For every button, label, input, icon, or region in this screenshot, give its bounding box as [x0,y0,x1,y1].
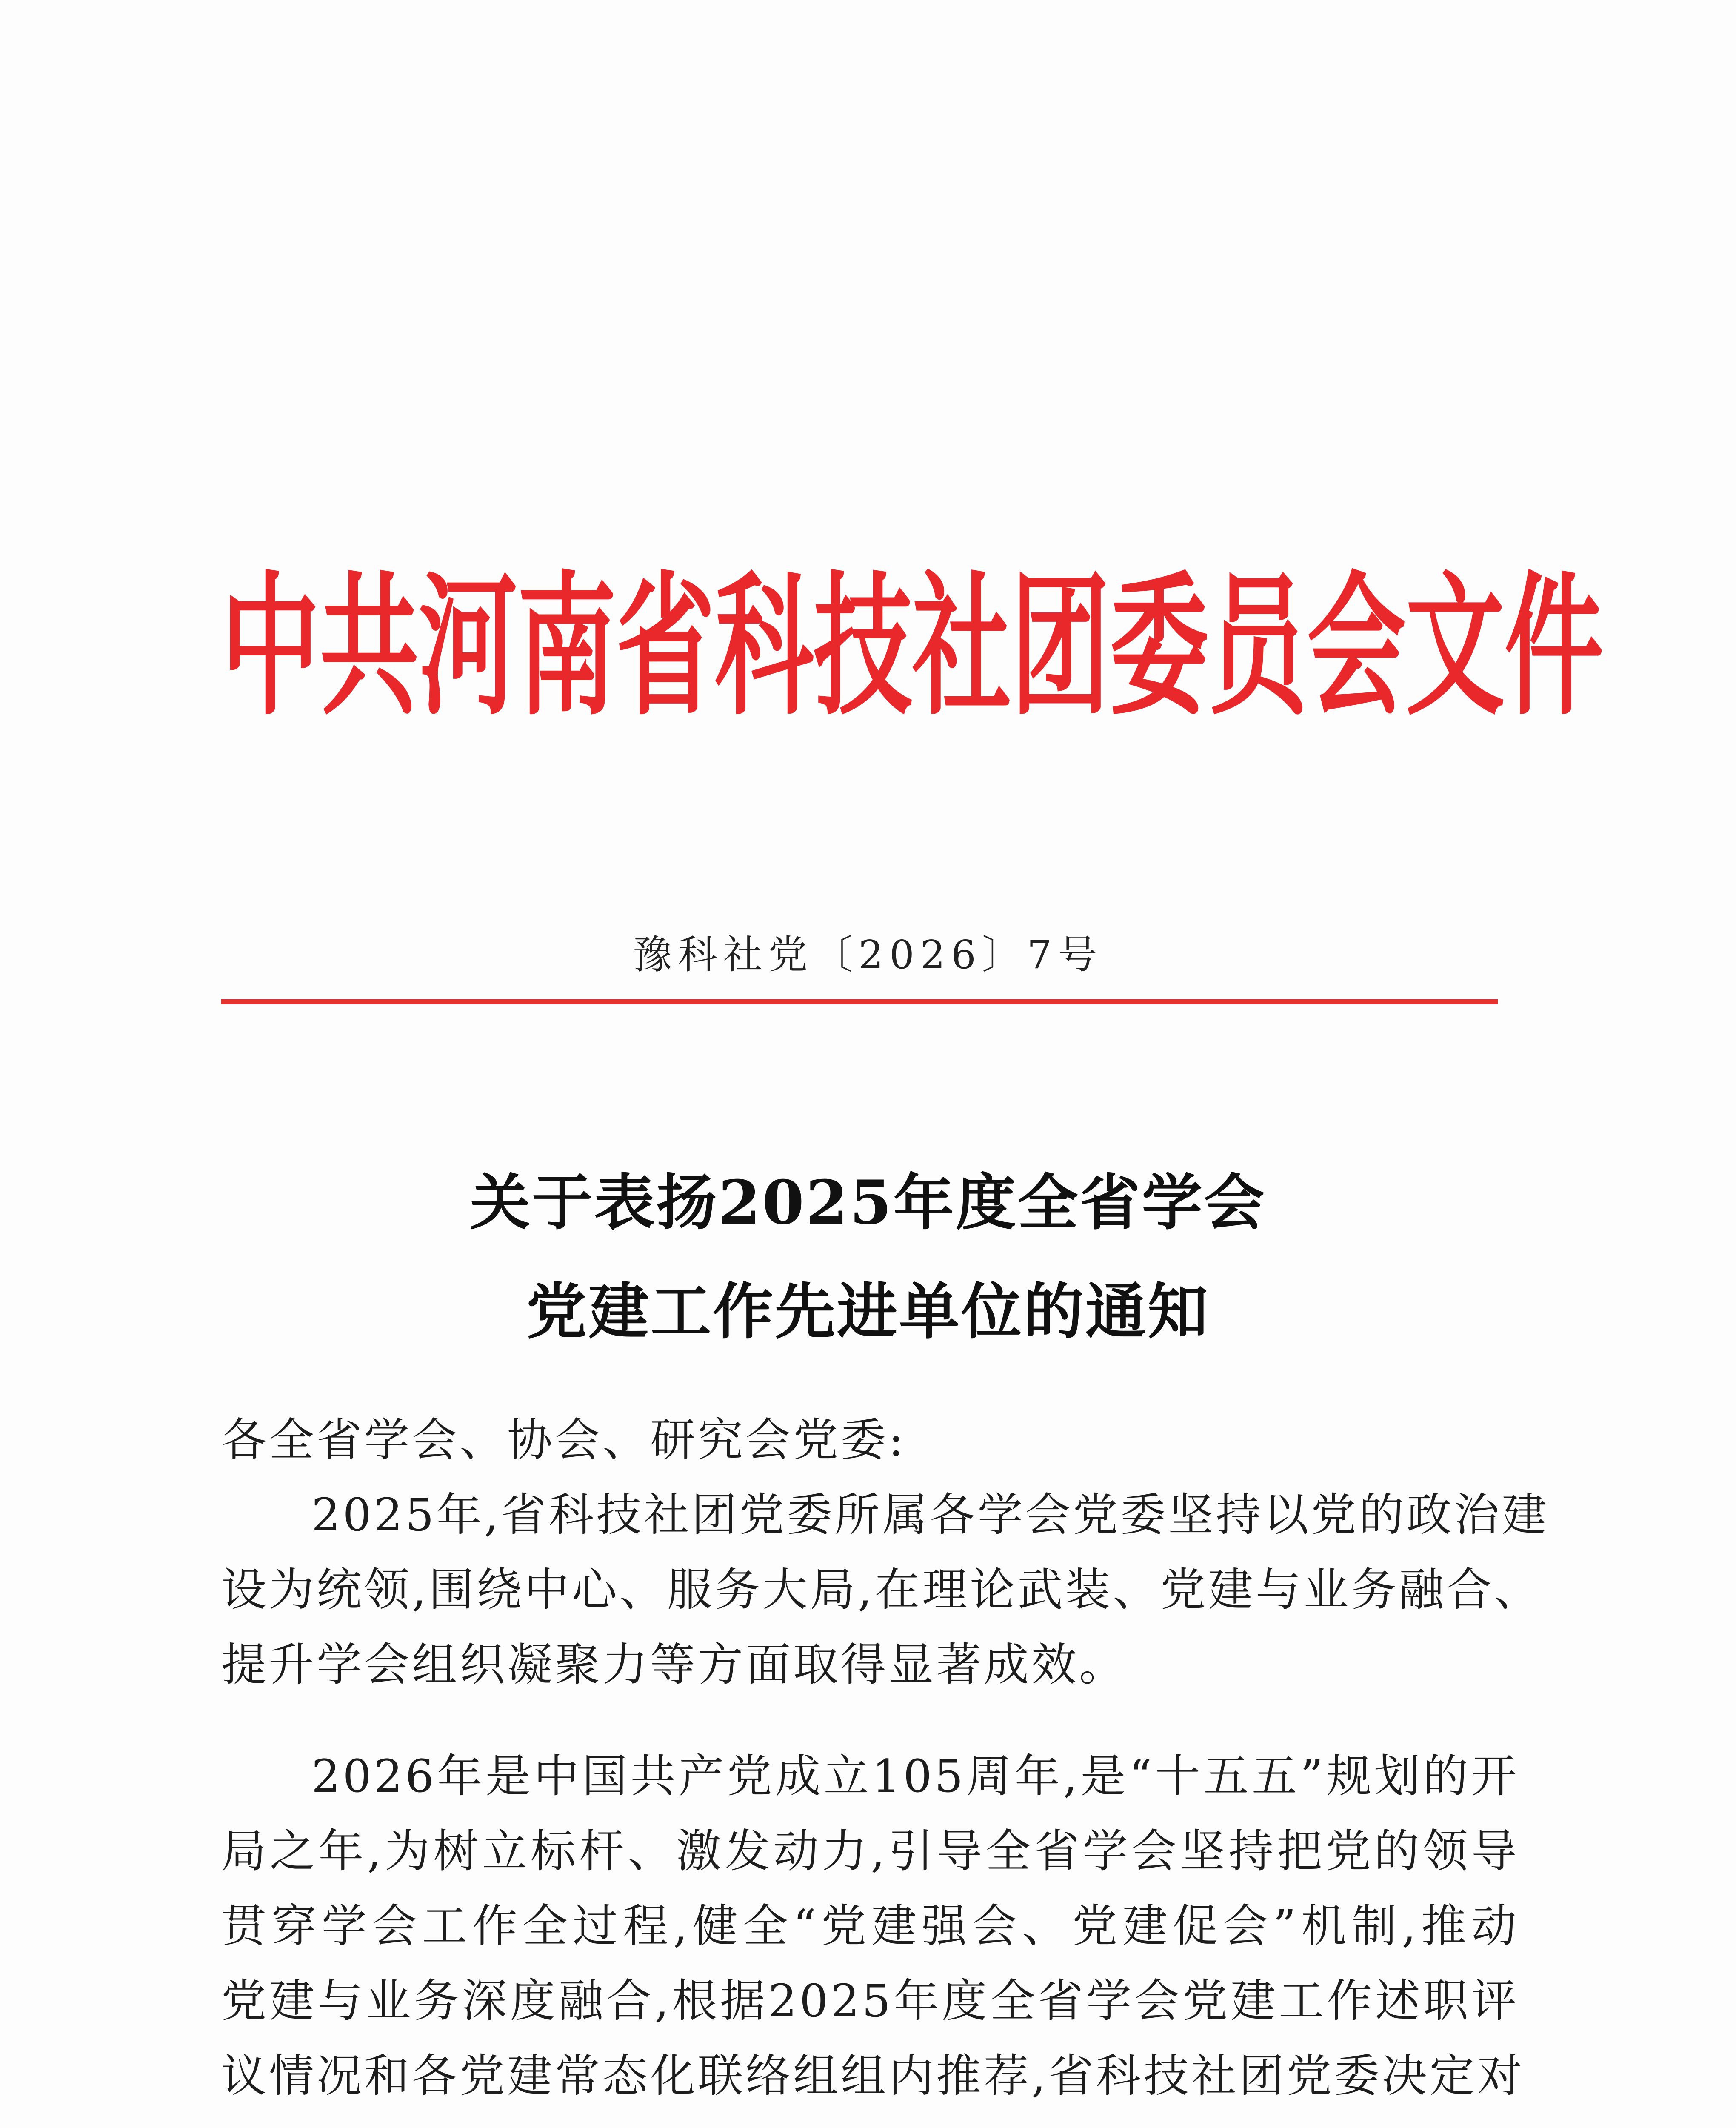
paragraph-1-line-1: 2025年,省科技社团党委所属各学会党委坚持以党的政治建 [311,1489,1550,1541]
paragraph-2-line-5: 议情况和各党建常态化联络组组内推荐,省科技社团党委决定对 [221,2050,1525,2102]
document-masthead: 中共河南省科技社团委员会文件 [221,558,1604,736]
paragraph-2-line-2: 局之年,为树立标杆、激发动力,引导全省学会坚持把党的领导 [221,1825,1519,1877]
document-title-line-1: 关于表扬2025年度全省学会 [470,1167,1266,1238]
paragraph-2-line-1: 2026年是中国共产党成立105周年,是“十五五”规划的开 [311,1750,1519,1802]
salutation: 各全省学会、协会、研究会党委: [221,1414,906,1466]
paragraph-2-line-3: 贯穿学会工作全过程,健全“党建强会、党建促会”机制,推动 [221,1900,1519,1952]
paragraph-1-line-2: 设为统领,围绕中心、服务大局,在理论武装、党建与业务融合、 [221,1564,1542,1616]
document-title-line-2: 党建工作先进单位的通知 [526,1276,1210,1347]
red-divider-line [221,999,1498,1004]
paragraph-2-line-4: 党建与业务深度融合,根据2025年度全省学会党建工作述职评 [221,1975,1519,2027]
paragraph-1-line-3: 提升学会组织凝聚力等方面取得显著成效。 [221,1639,1127,1691]
document-number: 豫科社党〔2026〕7号 [633,932,1103,978]
